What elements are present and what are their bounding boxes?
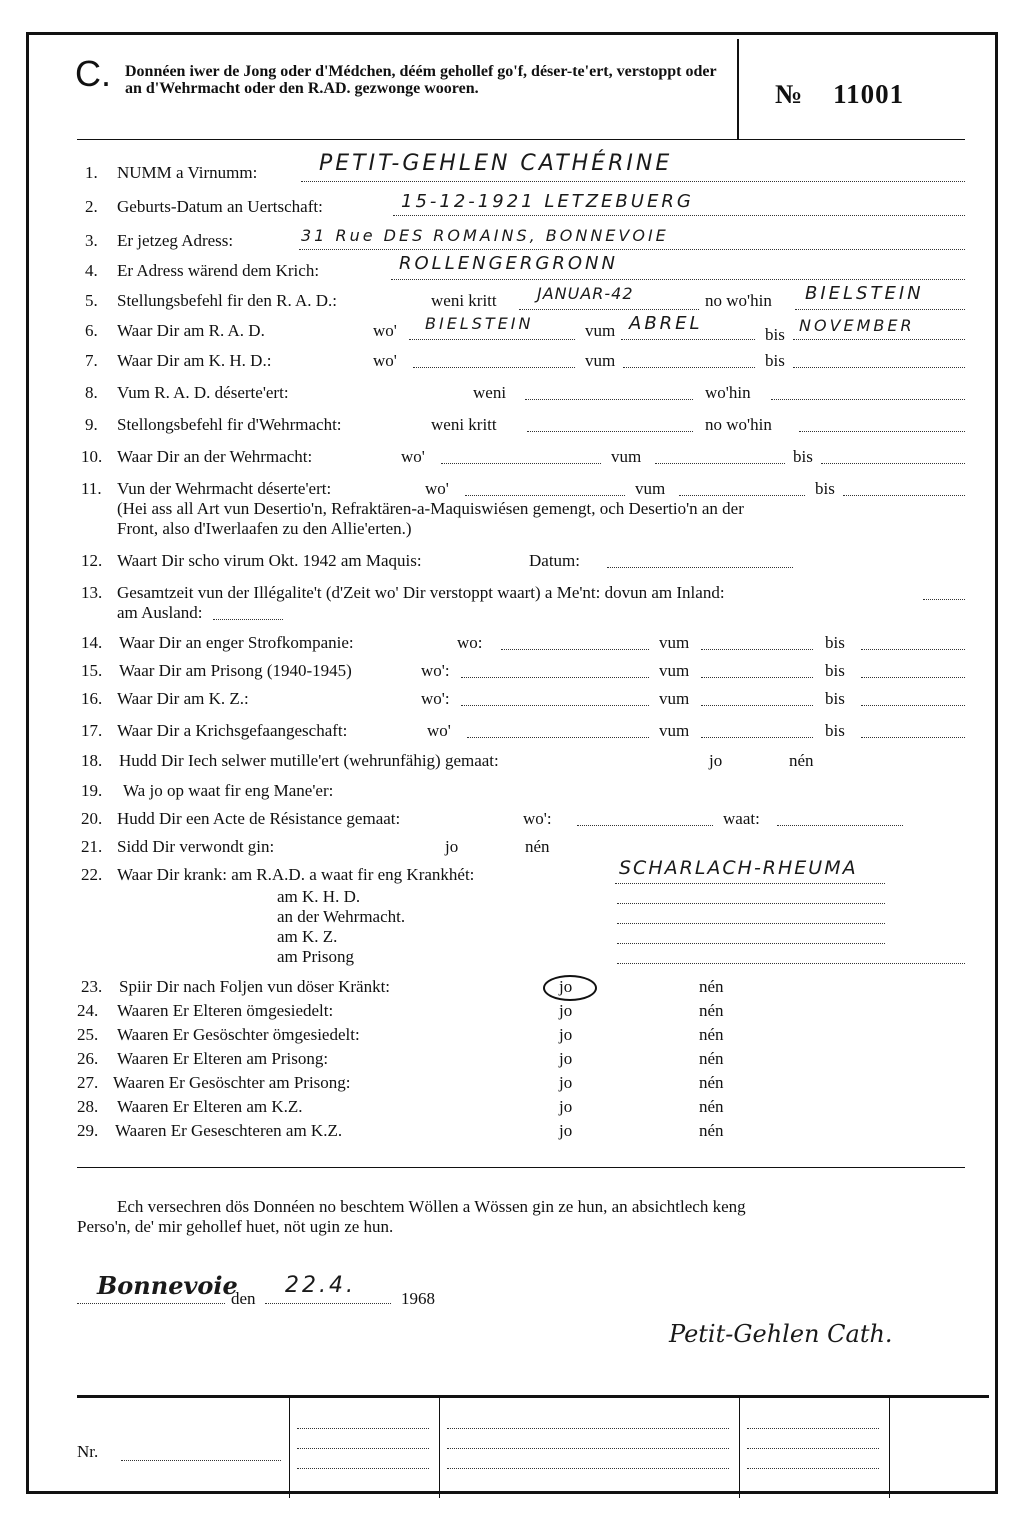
answer-line bbox=[461, 677, 649, 678]
answer-line bbox=[701, 705, 813, 706]
handwritten-answer: ROLLENGERGRONN bbox=[399, 253, 618, 274]
item-note: (Hei ass all Art vun Desertio'n, Refraktären-a-Maquiswiésen gemengt, och Desertio'n an der bbox=[117, 499, 744, 518]
item-number: 12. bbox=[81, 551, 103, 570]
header-rule bbox=[77, 139, 965, 140]
option-jo: jo bbox=[559, 1121, 573, 1140]
number-sign: № bbox=[775, 79, 804, 109]
handwritten-place: Bonnevoie bbox=[97, 1271, 238, 1300]
answer-line bbox=[577, 825, 713, 826]
answer-line bbox=[409, 339, 575, 340]
answer-line bbox=[441, 463, 601, 464]
answer-line bbox=[623, 367, 755, 368]
field-label: bis bbox=[793, 447, 813, 466]
item-number: 26. bbox=[77, 1049, 99, 1068]
handwritten-answer: ABREL bbox=[629, 313, 703, 334]
answer-line bbox=[617, 903, 885, 904]
header-divider bbox=[737, 39, 739, 139]
declaration-line-1: Ech versechren dös Donnéen no beschtem Wöllen a Wössen gin ze hun, an absichtlech keng bbox=[117, 1197, 746, 1216]
item-number: 21. bbox=[81, 837, 103, 856]
table-column-divider bbox=[439, 1398, 440, 1498]
answer-line bbox=[501, 649, 649, 650]
answer-line bbox=[861, 705, 965, 706]
option-jo: jo bbox=[559, 1049, 573, 1068]
answer-line bbox=[861, 677, 965, 678]
item-label: NUMM a Virnumm: bbox=[117, 163, 258, 182]
answer-line bbox=[793, 367, 965, 368]
answer-line bbox=[413, 367, 575, 368]
option-nen: nén bbox=[789, 751, 814, 770]
item-number: 16. bbox=[81, 689, 103, 708]
answer-line bbox=[527, 431, 693, 432]
field-label: weni bbox=[473, 383, 507, 402]
answer-line bbox=[795, 309, 965, 310]
office-use-table bbox=[77, 1395, 989, 1498]
item-label: Waaren Er Elteren ömgesiedelt: bbox=[117, 1001, 334, 1020]
field-label: vum bbox=[635, 479, 666, 498]
sub-label: am Prisong bbox=[277, 947, 354, 966]
item-label: Waar Dir a Krichsgefaangeschaft: bbox=[117, 721, 348, 740]
table-column-divider bbox=[889, 1398, 890, 1498]
item-number: 5. bbox=[85, 291, 98, 310]
field-label: wo' bbox=[401, 447, 425, 466]
sub-label: am K. Z. bbox=[277, 927, 338, 946]
handwritten-answer: 15-12-1921 LETZEBUERG bbox=[401, 191, 694, 212]
item-number: 18. bbox=[81, 751, 103, 770]
item-number: 27. bbox=[77, 1073, 99, 1092]
item-label: Wa jo op waat fir eng Mane'er: bbox=[123, 781, 334, 800]
item-label: Waar Dir am K. H. D.: bbox=[117, 351, 272, 370]
item-number: 8. bbox=[85, 383, 98, 402]
item-number: 10. bbox=[81, 447, 103, 466]
option-jo: jo bbox=[709, 751, 723, 770]
answer-line bbox=[777, 825, 903, 826]
field-label: bis bbox=[765, 325, 785, 344]
table-line bbox=[447, 1468, 729, 1469]
field-label: bis bbox=[825, 721, 845, 740]
answer-line bbox=[821, 463, 965, 464]
table-column-divider bbox=[289, 1398, 290, 1498]
form-number: 11001 bbox=[833, 79, 905, 109]
answer-line bbox=[213, 619, 283, 620]
item-number: 17. bbox=[81, 721, 103, 740]
answer-line bbox=[861, 737, 965, 738]
item-number: 15. bbox=[81, 661, 103, 680]
item-label: Waar Dir am R. A. D. bbox=[117, 321, 265, 340]
answer-line bbox=[621, 339, 755, 340]
item-number: 2. bbox=[85, 197, 98, 216]
signature: Petit-Gehlen Cath. bbox=[669, 1320, 893, 1348]
item-label-line2: am Ausland: bbox=[117, 603, 203, 622]
item-label: Vun der Wehrmacht déserte'ert: bbox=[117, 479, 332, 498]
item-label: Waaren Er Geseschteren am K.Z. bbox=[115, 1121, 343, 1140]
option-jo: jo bbox=[559, 977, 573, 996]
field-label: weni kritt bbox=[431, 291, 497, 310]
field-label: bis bbox=[825, 633, 845, 652]
item-label: Waar Dir krank: am R.A.D. a waat fir eng Krankhét: bbox=[117, 865, 475, 884]
item-number: 22. bbox=[81, 865, 103, 884]
answer-line bbox=[799, 431, 965, 432]
handwritten-answer: NOVEMBER bbox=[799, 316, 915, 335]
date-line bbox=[265, 1303, 391, 1304]
option-jo: jo bbox=[559, 1001, 573, 1020]
field-label: wo': bbox=[421, 661, 450, 680]
table-line bbox=[447, 1448, 729, 1449]
item-number: 23. bbox=[81, 977, 103, 996]
option-nen: nén bbox=[699, 1073, 724, 1092]
nr-label: Nr. bbox=[77, 1442, 99, 1461]
declaration-line-2: Perso'n, de' mir gehollef huet, nöt ugin ze hun. bbox=[77, 1217, 394, 1236]
option-jo: jo bbox=[559, 1097, 573, 1116]
item-note: Front, also d'Iwerlaafen zu den Allie'erten.) bbox=[117, 519, 412, 538]
handwritten-answer: PETIT-GEHLEN CATHÉRINE bbox=[319, 151, 673, 176]
option-nen: nén bbox=[699, 1001, 724, 1020]
item-number: 4. bbox=[85, 261, 98, 280]
section-heading: Donnéen iwer de Jong oder d'Médchen, déém gehollef go'f, déser-te'ert, verstoppt oder an d'Wehrmacht oder den R.AD. gezwonge wooren. bbox=[125, 63, 717, 97]
answer-line bbox=[617, 923, 885, 924]
field-label: no wo'hin bbox=[705, 415, 772, 434]
field-label: vum bbox=[659, 689, 690, 708]
item-number: 20. bbox=[81, 809, 103, 828]
table-line bbox=[747, 1428, 879, 1429]
field-label: wo': bbox=[421, 689, 450, 708]
item-number: 9. bbox=[85, 415, 98, 434]
item-number: 24. bbox=[77, 1001, 99, 1020]
handwritten-answer: JANUAR-42 bbox=[537, 284, 634, 303]
answer-line bbox=[617, 963, 965, 964]
answer-line bbox=[771, 399, 965, 400]
answer-line bbox=[615, 883, 885, 884]
option-nen: nén bbox=[699, 1097, 724, 1116]
table-line bbox=[747, 1468, 879, 1469]
answer-line bbox=[607, 567, 793, 568]
handwritten-date: 22.4. bbox=[285, 1273, 356, 1298]
field-label: vum bbox=[585, 351, 616, 370]
answer-line bbox=[467, 737, 649, 738]
field-label: weni kritt bbox=[431, 415, 497, 434]
item-number: 11. bbox=[81, 479, 102, 498]
field-label: vum bbox=[659, 661, 690, 680]
item-number: 7. bbox=[85, 351, 98, 370]
field-label: no wo'hin bbox=[705, 291, 772, 310]
field-label: bis bbox=[825, 689, 845, 708]
form-number-box bbox=[775, 79, 904, 110]
option-nen: nén bbox=[525, 837, 550, 856]
nr-line bbox=[121, 1460, 281, 1461]
sub-label: an der Wehrmacht. bbox=[277, 907, 406, 926]
table-line bbox=[297, 1468, 429, 1469]
answer-line bbox=[843, 495, 965, 496]
item-number: 14. bbox=[81, 633, 103, 652]
field-label: waat: bbox=[723, 809, 760, 828]
handwritten-answer: SCHARLACH-RHEUMA bbox=[619, 857, 858, 879]
item-number: 3. bbox=[85, 231, 98, 250]
item-label: Waar Dir an der Wehrmacht: bbox=[117, 447, 313, 466]
answer-line bbox=[701, 677, 813, 678]
item-label: Vum R. A. D. déserte'ert: bbox=[117, 383, 289, 402]
item-label: Hudd Dir Iech selwer mutille'ert (wehrunfähig) gemaat: bbox=[119, 751, 499, 770]
item-number: 25. bbox=[77, 1025, 99, 1044]
field-label: wo' bbox=[373, 351, 397, 370]
answer-line bbox=[519, 309, 699, 310]
item-number: 6. bbox=[85, 321, 98, 340]
section-letter: C. bbox=[75, 53, 111, 94]
field-label: vum bbox=[659, 721, 690, 740]
item-label: Waaren Er Elteren am K.Z. bbox=[117, 1097, 303, 1116]
answer-line bbox=[299, 249, 965, 250]
option-nen: nén bbox=[699, 977, 724, 996]
table-line bbox=[447, 1428, 729, 1429]
answer-line bbox=[701, 649, 813, 650]
answer-line bbox=[679, 495, 805, 496]
table-column-divider bbox=[739, 1398, 740, 1498]
item-number: 1. bbox=[85, 163, 98, 182]
answer-line bbox=[655, 463, 785, 464]
field-label: Datum: bbox=[529, 551, 580, 570]
item-label: Waart Dir scho virum Okt. 1942 am Maquis: bbox=[117, 551, 422, 570]
den-label: den bbox=[231, 1289, 256, 1308]
answer-line bbox=[617, 943, 885, 944]
option-nen: nén bbox=[699, 1025, 724, 1044]
answer-line bbox=[525, 399, 693, 400]
item-label: Waar Dir am Prisong (1940-1945) bbox=[119, 661, 352, 680]
handwritten-answer: 31 Rue DES ROMAINS, BONNEVOIE bbox=[301, 226, 669, 245]
field-label: vum bbox=[611, 447, 642, 466]
field-label: wo' bbox=[427, 721, 451, 740]
answer-line bbox=[391, 279, 965, 280]
field-label: bis bbox=[825, 661, 845, 680]
section-rule bbox=[77, 1167, 965, 1168]
answer-line bbox=[301, 181, 965, 182]
field-label: vum bbox=[585, 321, 616, 340]
item-label: Spiir Dir nach Foljen vun döser Kränkt: bbox=[119, 977, 391, 996]
table-line bbox=[747, 1448, 879, 1449]
item-label: Stellungsbefehl fir den R. A. D.: bbox=[117, 291, 338, 310]
answer-line bbox=[701, 737, 813, 738]
item-label: Waar Dir am K. Z.: bbox=[117, 689, 249, 708]
handwritten-answer: BIELSTEIN bbox=[805, 283, 924, 304]
questionnaire-form bbox=[26, 32, 998, 1494]
item-label: Er Adress wärend dem Krich: bbox=[117, 261, 320, 280]
handwritten-answer: BIELSTEIN bbox=[425, 314, 534, 333]
item-label: Stellongsbefehl fir d'Wehrmacht: bbox=[117, 415, 342, 434]
option-nen: nén bbox=[699, 1121, 724, 1140]
table-line bbox=[297, 1448, 429, 1449]
year-label: 1968 bbox=[401, 1289, 435, 1308]
field-label: bis bbox=[765, 351, 785, 370]
field-label: wo' bbox=[373, 321, 397, 340]
item-label: Sidd Dir verwondt gin: bbox=[117, 837, 275, 856]
option-jo: jo bbox=[559, 1025, 573, 1044]
item-number: 13. bbox=[81, 583, 103, 602]
item-label: Gesamtzeit vun der Illégalite't (d'Zeit wo' Dir verstoppt waart) a Me'nt: dovun am Inland: bbox=[117, 583, 725, 602]
field-label: vum bbox=[659, 633, 690, 652]
item-number: 19. bbox=[81, 781, 103, 800]
option-jo: jo bbox=[445, 837, 459, 856]
option-jo: jo bbox=[559, 1073, 573, 1092]
item-label: Er jetzeg Adress: bbox=[117, 231, 234, 250]
field-label: wo'hin bbox=[705, 383, 751, 402]
place-line bbox=[77, 1303, 225, 1304]
item-label: Waaren Er Gesöschter am Prisong: bbox=[113, 1073, 351, 1092]
item-number: 29. bbox=[77, 1121, 99, 1140]
item-label: Waaren Er Elteren am Prisong: bbox=[117, 1049, 329, 1068]
item-label: Hudd Dir een Acte de Résistance gemaat: bbox=[117, 809, 401, 828]
sub-label: am K. H. D. bbox=[277, 887, 361, 906]
answer-line bbox=[393, 215, 965, 216]
item-label: Geburts-Datum an Uertschaft: bbox=[117, 197, 323, 216]
table-line bbox=[297, 1428, 429, 1429]
item-number: 28. bbox=[77, 1097, 99, 1116]
item-label: Waaren Er Gesöschter ömgesiedelt: bbox=[117, 1025, 360, 1044]
field-label: bis bbox=[815, 479, 835, 498]
answer-line bbox=[465, 495, 625, 496]
field-label: wo' bbox=[425, 479, 449, 498]
field-label: wo': bbox=[523, 809, 552, 828]
answer-line bbox=[861, 649, 965, 650]
field-label: wo: bbox=[457, 633, 483, 652]
answer-line bbox=[923, 599, 965, 600]
option-nen: nén bbox=[699, 1049, 724, 1068]
answer-line bbox=[793, 339, 965, 340]
item-label: Waar Dir an enger Strofkompanie: bbox=[119, 633, 354, 652]
answer-line bbox=[461, 705, 649, 706]
